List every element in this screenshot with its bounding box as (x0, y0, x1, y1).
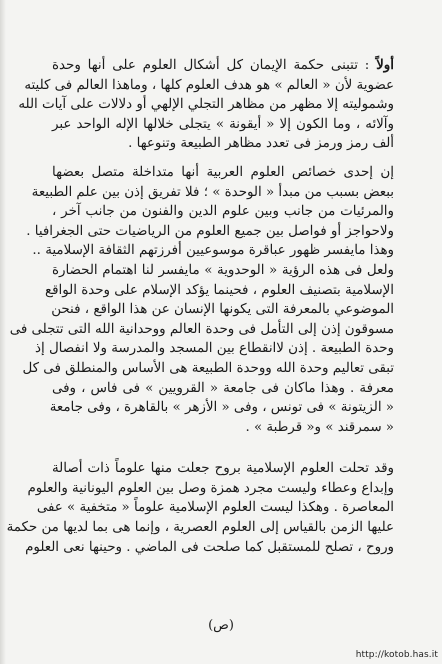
paragraph-2-line-1: إن إحدى خصائص العلوم العربية أنها متداخلة متصل بعضها (52, 164, 394, 180)
paragraph-1-line-1 (52, 56, 394, 76)
paragraph-3-line-3: الموضوعي بالمعرفة التى يكونها الإنسان عن هذا الواقع ، فنحن (51, 302, 394, 318)
paragraph-3-line-1: ولعل فى هذه الرؤية « الوحدوية » مايفسر لنا اهتمام الحضارة (52, 262, 394, 278)
paragraph-gap (52, 154, 394, 163)
paragraph-1-line-1-text: : تتبنى حكمة الإيمان كل أشكال العلوم على أنها وحدة (52, 58, 370, 73)
paragraph-4-line-3: المعاصرة . وهكذا ليست العلوم الإسلامية علوماً « متخفية » عفى (36, 500, 394, 516)
page-number: (ص) (208, 618, 234, 633)
paragraph-gap (52, 437, 394, 459)
paragraph-2-line-5: وهذا مايفسر ظهور عباقرة موسوعيين أفرزتهم الثقافة الإسلامية .. (32, 243, 394, 259)
paragraph-3-line-2: الإسلامية بتصنيف العلوم ، فحينما يؤكد الإسلام على وحدة الواقع (44, 282, 394, 298)
paragraph-4-line-2: وإبداع وعطاء وليست مجرد همزة وصل بين العلوم اليونانية والعلوم (27, 480, 394, 496)
paragraph-3-line-8: « الزيتونة » فى تونس ، وفى « الأزهر » بالقاهرة ، وفى جامعة (49, 400, 394, 416)
paragraph-4-line-5: وروح ، تصلح للمستقبل كما صلحت فى الماضي . وحينها نعى العلوم (25, 539, 394, 555)
paragraph-2-line-2: ببعض بسبب من مبدأ « الوحدة » ؛ فلا تفريق إذن بين علم الطبيعة (31, 184, 394, 200)
page-edge-shadow (0, 0, 6, 664)
paragraph-1-line-3: وشموليته إلا مظهر من مظاهر التجلي الإلهي أو دلالات على آيات الله (18, 97, 394, 113)
paragraph-3-line-5: وحدة الطبيعة . إذن لاانقطاع بين المسجد والمدرسة ولا انفصال إذ (35, 341, 394, 357)
paragraph-2-line-3: والمرئيات من جانب وبين علوم الدين والفنون من جانب آخر ، (52, 204, 394, 220)
paragraph-1-line-4: وآلائه ، وما الكون إلا « أيقونة » يتجلى خلالها الإله الواحد عبر (52, 116, 394, 132)
paragraph-4-line-1: وقد تحلت العلوم الإسلامية بروح جعلت منها علوماً ذات أصالة (52, 461, 394, 477)
watermark-url[interactable]: http://kotob.has.it (355, 650, 438, 660)
paragraph-4-line-4: عليها الزمن بالقياس إلى العلوم العصرية ، وإنما هى بما لديها من حكمة (6, 520, 394, 536)
paragraph-1-line-5: ألف رمز ورمز فى تعدد مظاهر الطبيعة وتنوعها . (128, 136, 394, 152)
paragraph-3-line-7: معرفة . وهذا ماكان فى جامعة « القرويين » فى فاس ، وفى (52, 380, 394, 396)
paragraph-1-line-2: عضوية لأن « العالم » هو هدف العلوم كلها ، وماهذا العالم فى كليته (24, 77, 394, 93)
paragraph-3-line-9: « سمرقند » و« قرطبة » . (245, 419, 394, 435)
paragraph-3-line-6: تبقى تعاليم وحدة الله ووحدة الطبيعة هى الأساس والمنطلق فى كل (22, 360, 394, 376)
paragraph-3-line-4: مسوقون إذن إلى التأمل فى وحدة العالم ووحدانية الله التى تتجلى فى (9, 321, 394, 337)
paragraph-1-lead: أولاً (376, 57, 394, 73)
paragraph-2-line-4: ولاحواجز أو فواصل بين جميع العلوم من الرياضيات حتى الجغرافيا . (26, 223, 394, 239)
page-text (6, 56, 394, 557)
